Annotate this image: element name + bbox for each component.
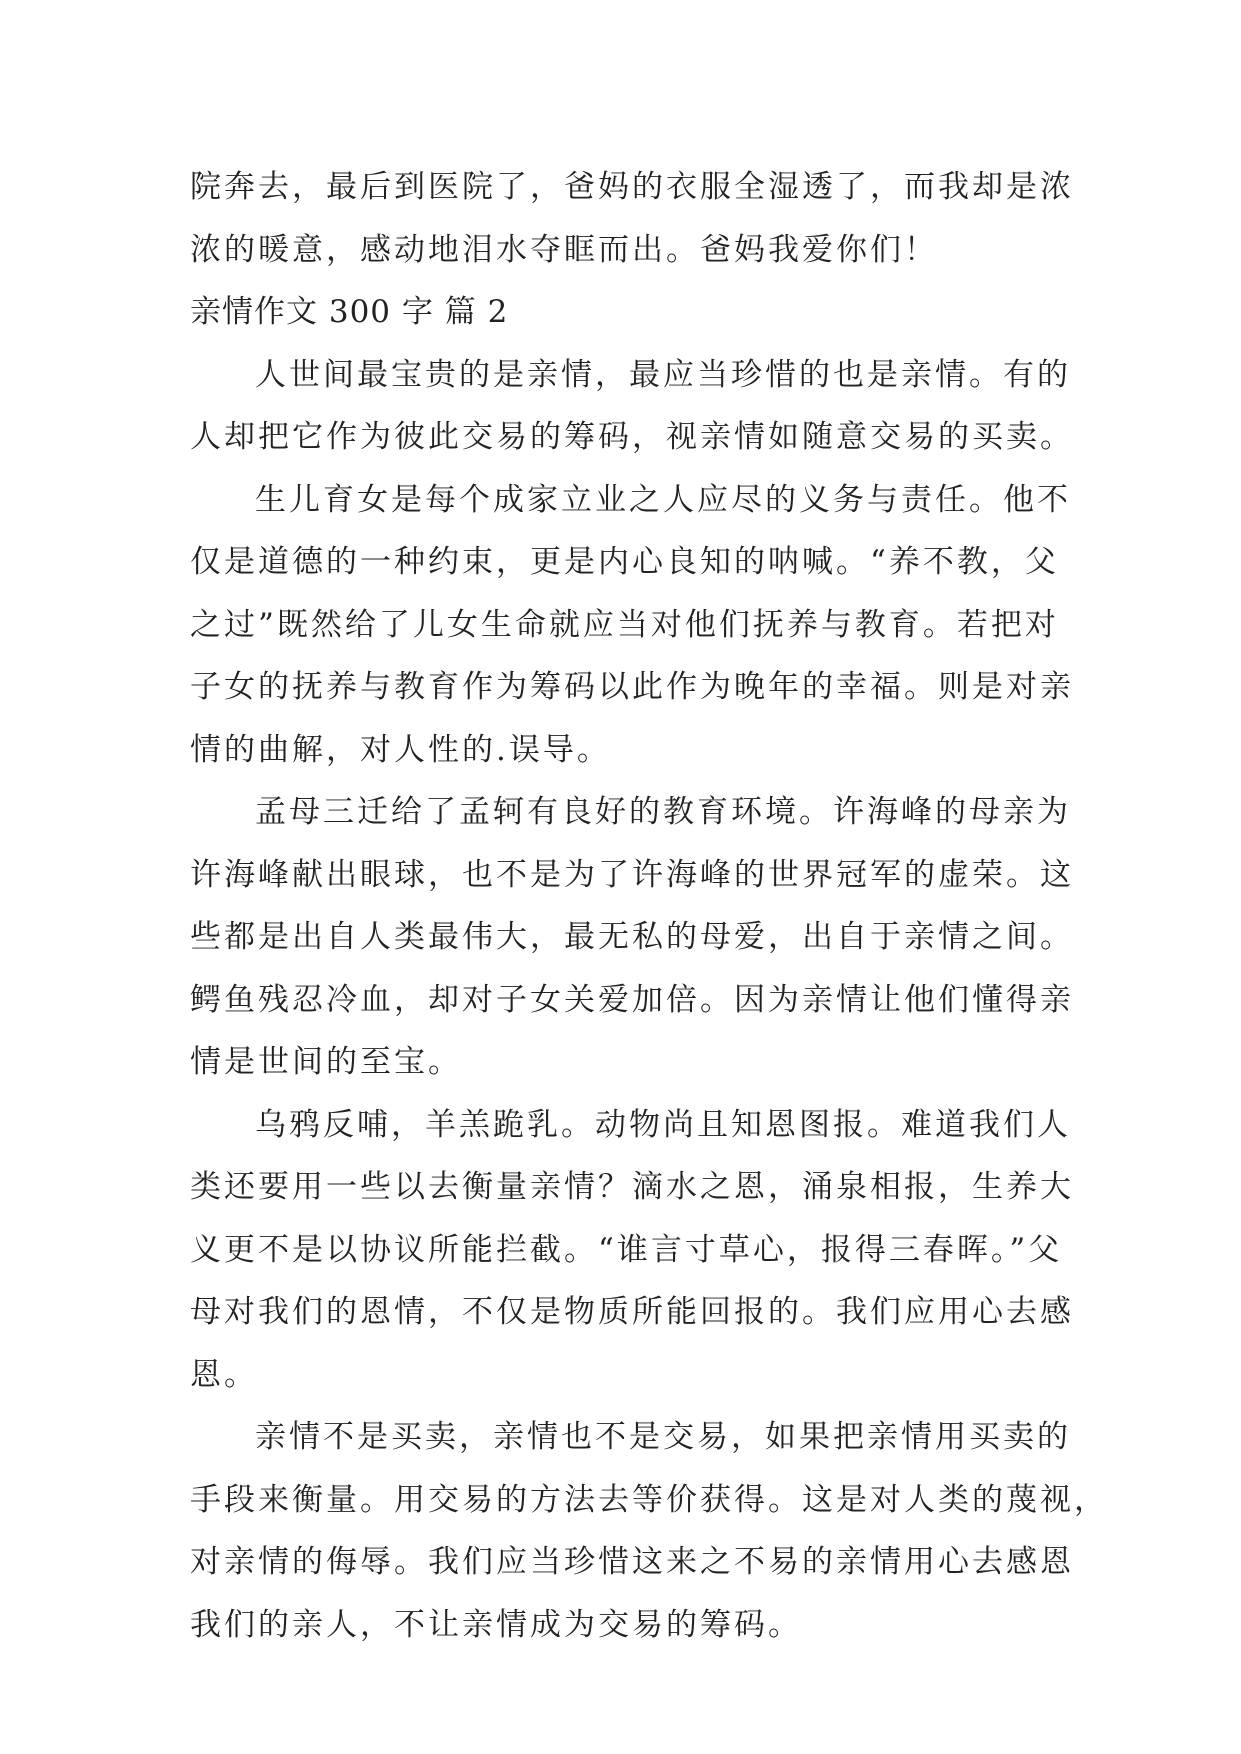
text-line: 情的曲解，对人性的.误导。 xyxy=(190,732,611,768)
text-line: 子女的抚养与教育作为筹码以此作为晚年的幸福。则是对亲 xyxy=(190,669,1074,705)
text-line: 情是世间的至宝。 xyxy=(190,1044,462,1080)
text-line: 类还要用一些以去衡量亲情？滴水之恩，涌泉相报，生养大 xyxy=(190,1169,1074,1205)
paragraph-first-line: 孟母三迁给了孟轲有良好的教育环境。许海峰的母亲为 xyxy=(255,794,1071,830)
text-line: 之过”既然给了儿女生命就应当对他们抚养与教育。若把对 xyxy=(190,607,1059,643)
text-line: 母对我们的恩情，不仅是物质所能回报的。我们应用心去感 xyxy=(190,1294,1074,1330)
text-line: 对亲情的侮辱。我们应当珍惜这来之不易的亲情用心去感恩 xyxy=(190,1544,1074,1580)
paragraph-first-line: 生儿育女是每个成家立业之人应尽的义务与责任。他不 xyxy=(255,482,1071,518)
text-line: 人却把它作为彼此交易的筹码，视亲情如随意交易的买卖。 xyxy=(190,419,1074,455)
text-line: 许海峰献出眼球，也不是为了许海峰的世界冠军的虚荣。这 xyxy=(190,857,1074,893)
paragraph-first-line: 亲情不是买卖，亲情也不是交易，如果把亲情用买卖的 xyxy=(255,1419,1071,1455)
text-line: 些都是出自人类最伟大，最无私的母爱，出自于亲情之间。 xyxy=(190,919,1074,955)
text-line: 仅是道德的一种约束，更是内心良知的呐喊。“养不教，父 xyxy=(190,544,1059,580)
text-line: 义更不是以协议所能拦截。“谁言寸草心，报得三春晖。”父 xyxy=(190,1232,1063,1268)
text-line: 院奔去，最后到医院了，爸妈的衣服全湿透了，而我却是浓 xyxy=(190,169,1074,205)
paragraph-first-line: 人世间最宝贵的是亲情，最应当珍惜的也是亲情。有的 xyxy=(255,357,1071,393)
text-line: 手段来衡量。用交易的方法去等价获得。这是对人类的蔑视， xyxy=(190,1482,1108,1518)
paragraph-first-line: 乌鸦反哺，羊羔跪乳。动物尚且知恩图报。难道我们人 xyxy=(255,1107,1071,1143)
section-heading: 亲情作文 300 字 篇 2 xyxy=(190,294,509,330)
text-line: 浓的暖意，感动地泪水夺眶而出。爸妈我爱你们！ xyxy=(190,232,938,268)
text-line: 恩。 xyxy=(190,1357,258,1393)
text-line: 我们的亲人，不让亲情成为交易的筹码。 xyxy=(190,1607,802,1643)
text-line: 鳄鱼残忍冷血，却对子女关爱加倍。因为亲情让他们懂得亲 xyxy=(190,982,1074,1018)
